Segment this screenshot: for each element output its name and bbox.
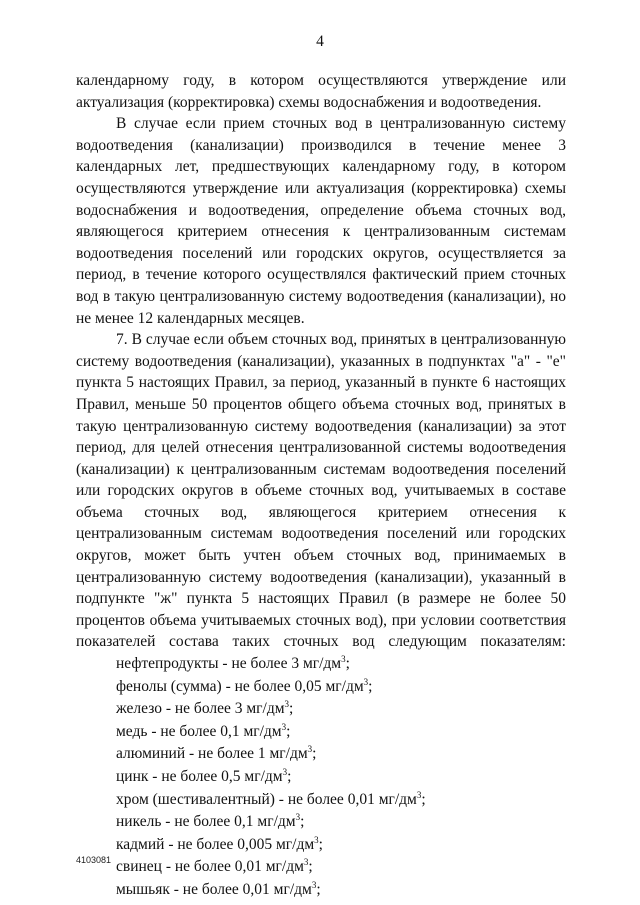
limit-unit-exponent: 3 [416, 789, 422, 800]
limit-text: цинк - не более 0,5 мг/дм [116, 768, 283, 785]
limit-end: ; [318, 835, 323, 853]
limit-text: фенолы (сумма) - не более 0,05 мг/дм [116, 677, 364, 695]
limit-copper [116, 721, 566, 744]
page-number: 4 [316, 33, 324, 50]
limit-unit-exponent: 3 [314, 834, 319, 845]
limit-oil-products [116, 653, 566, 676]
limit-end: ; [287, 768, 292, 785]
limit-unit-exponent: 3 [307, 744, 313, 755]
limit-end: ; [289, 700, 294, 718]
document-body [76, 70, 566, 902]
document-code: 4103081 [76, 855, 112, 865]
limit-unit-exponent: 3 [282, 766, 288, 777]
limit-aluminium [116, 743, 566, 766]
paragraph-clause-7: 7. В случае если объем сточных вод, принятых в централизованную систему водоотведения (канализации), указанных в подпунктах "а" - "е" пункта 5 настоящих Правил, за период, указанный в пункте 6 настоящих Правил, меньше 50 процентов общего объема сточных вод, принятых в такую централизованную систему водоотведения (канализации) за этот период, для целей отнесения централизованной системы водоотведения (канализации) к централизованным системам водоотведения поселений или городских округов в объеме сточных вод, учитываемых в составе объема сточных вод, являющегося критерием отнесения к централизованным системам водоотведения поселений или городских округов, может быть учтен объем сточных вод, принимаемых в централизованную систему водоотведения (канализации), указанный в подпункте "ж" пункта 5 настоящих Правил (в размере не более 50 процентов объема учитываемых сточных вод), при условии соответствия показателей состава таких сточных вод следующим показателям: [76, 331, 566, 651]
limit-nickel [116, 811, 566, 834]
limit-unit-exponent: 3 [281, 721, 287, 732]
limit-unit-exponent: 3 [363, 676, 369, 687]
limit-unit-exponent: 3 [311, 879, 317, 890]
limit-cadmium [116, 834, 566, 857]
limit-end: ; [308, 858, 313, 876]
limit-text: кадмий - не более 0,005 мг/дм [116, 835, 315, 853]
paragraph-continuation: календарному году, в котором осуществляются утверждение или актуализация (корректировка) схемы водоснабжения и водоотведения. [76, 72, 566, 111]
limit-zinc [116, 766, 566, 789]
limit-unit-exponent: 3 [303, 857, 309, 868]
limit-text: свинец - не более 0,01 мг/дм [116, 858, 304, 876]
limit-arsenic [116, 879, 566, 902]
limit-end: ; [345, 655, 350, 673]
limit-chromium [116, 789, 566, 812]
limit-end: ; [286, 722, 291, 740]
limit-text: железо - не более 3 мг/дм [116, 700, 285, 718]
limit-text: алюминий - не более 1 мг/дм [116, 745, 308, 763]
pollutant-limits-list [76, 653, 566, 902]
limit-end: ; [421, 790, 426, 808]
limit-unit-exponent: 3 [341, 653, 346, 664]
limit-text: никель - не более 0,1 мг/дм [116, 813, 296, 831]
limit-end: ; [312, 745, 317, 763]
limit-text: хром (шестивалентный) - не более 0,01 мг/дм [116, 790, 417, 808]
paragraph-clause-6-note: В случае если прием сточных вод в централизованную систему водоотведения (канализации) производился в течение менее 3 календарных лет, предшествующих календарному году, в котором осуществляются утверждение или актуализация (корректировка) схемы водоснабжения и водоотведения, определение объема сточных вод, являющегося критерием отнесения к централизованным системам водоотведения поселений или городских округов, осуществляется за период, в течение которого осуществлялся фактический прием сточных вод в такую централизованную систему водоотведения (канализации), но не менее 12 календарных месяцев. [76, 115, 566, 327]
limit-text: нефтепродукты - не более 3 мг/дм [116, 655, 342, 673]
limit-end: ; [368, 677, 373, 695]
limit-end: ; [300, 813, 305, 831]
limit-end: ; [316, 880, 321, 898]
limit-text: медь - не более 0,1 мг/дм [116, 722, 282, 740]
limit-unit-exponent: 3 [284, 699, 290, 710]
limit-unit-exponent: 3 [295, 812, 301, 823]
limit-phenols [116, 676, 566, 699]
limit-text: мышьяк - не более 0,01 мг/дм [116, 880, 312, 898]
limit-iron [116, 698, 566, 721]
limit-lead [116, 856, 566, 879]
